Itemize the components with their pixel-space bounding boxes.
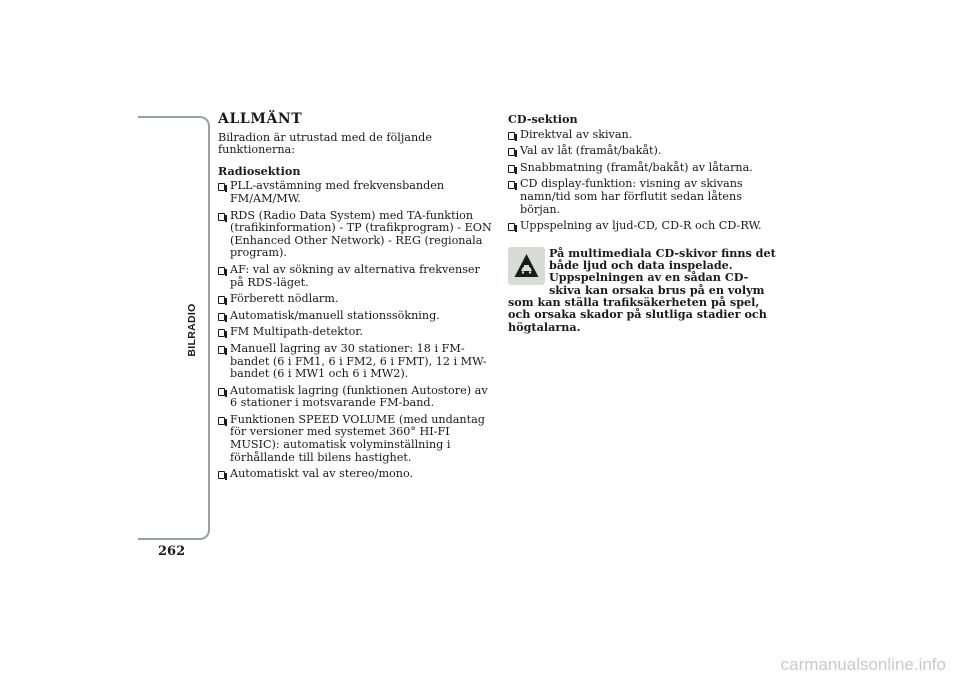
checkbox-bullet-icon — [218, 388, 225, 396]
list-item: Automatisk/manuell stationssökning. — [218, 310, 496, 323]
checkbox-bullet-icon — [218, 346, 225, 354]
checkbox-bullet-icon — [508, 165, 515, 173]
list-item: Funktionen SPEED VOLUME (med undantag för versioner med systemet 360° HI-FI MUSIC): automatisk volyminställning i förhållande till bilens hastighet. — [218, 414, 496, 464]
list-item: AF: val av sökning av alternativa frekvenser på RDS-läget. — [218, 264, 496, 289]
list-item: Direktval av skivan. — [508, 129, 778, 142]
cd-feature-list — [508, 129, 778, 233]
section-frame — [138, 116, 210, 540]
list-item: Val av låt (framåt/bakåt). — [508, 145, 778, 158]
cd-section-heading: CD-sektion — [508, 112, 578, 126]
right-column — [508, 113, 778, 333]
checkbox-bullet-icon — [218, 296, 225, 304]
checkbox-bullet-icon — [218, 471, 225, 479]
list-item: Snabbmatning (framåt/bakåt) av låtarna. — [508, 162, 778, 175]
checkbox-bullet-icon — [218, 313, 225, 321]
radio-feature-list — [218, 180, 496, 480]
intro-paragraph: Bilradion är utrustad med de följande funktionerna: — [218, 130, 432, 157]
checkbox-bullet-icon — [218, 329, 225, 337]
list-item: PLL-avstämning med frekvensbanden FM/AM/MW. — [218, 180, 496, 205]
section-tab-label: BILRADIO — [186, 303, 198, 357]
list-item: Automatisk lagring (funktionen Autostore) av 6 stationer i motsvarande FM-band. — [218, 385, 496, 410]
radio-section-heading: Radiosektion — [218, 163, 301, 178]
left-column — [218, 113, 496, 485]
checkbox-bullet-icon — [218, 183, 225, 191]
list-item: Automatiskt val av stereo/mono. — [218, 468, 496, 481]
checkbox-bullet-icon — [508, 132, 515, 140]
list-item: CD display-funktion: visning av skivans namn/tid som har förflutit sedan låtens början. — [508, 178, 778, 216]
watermark-text: carmanualsonline.info — [780, 655, 946, 674]
checkbox-bullet-icon — [508, 148, 515, 156]
checkbox-bullet-icon — [218, 267, 225, 275]
warning-notice — [508, 247, 778, 333]
warning-text: På multimediala CD-skivor finns det både ljud och data inspelade. Uppspelningen av en sådan CD-skiva kan orsaka brus på en volym som kan ställa trafiksäkerheten på spel, och orsaka skador på slutliga stadier och högtalarna. — [508, 245, 776, 334]
list-item: Förberett nödlarm. — [218, 293, 496, 306]
list-item: Uppspelning av ljud-CD, CD-R och CD-RW. — [508, 220, 778, 233]
checkbox-bullet-icon — [218, 417, 225, 425]
list-item: FM Multipath-detektor. — [218, 326, 496, 339]
list-item: RDS (Radio Data System) med TA-funktion (trafikinformation) - TP (trafikprogram) - EON (Enhanced Other Network) - REG (regionala program). — [218, 210, 496, 260]
warning-triangle-icon — [508, 247, 545, 285]
checkbox-bullet-icon — [218, 213, 225, 221]
page-number: 262 — [158, 544, 186, 559]
page-title: ALLMÄNT — [218, 111, 303, 127]
checkbox-bullet-icon — [508, 181, 515, 189]
list-item: Manuell lagring av 30 stationer: 18 i FM-bandet (6 i FM1, 6 i FM2, 6 i FMT), 12 i MW-bandet (6 i MW1 och 6 i MW2). — [218, 343, 496, 381]
checkbox-bullet-icon — [508, 223, 515, 231]
